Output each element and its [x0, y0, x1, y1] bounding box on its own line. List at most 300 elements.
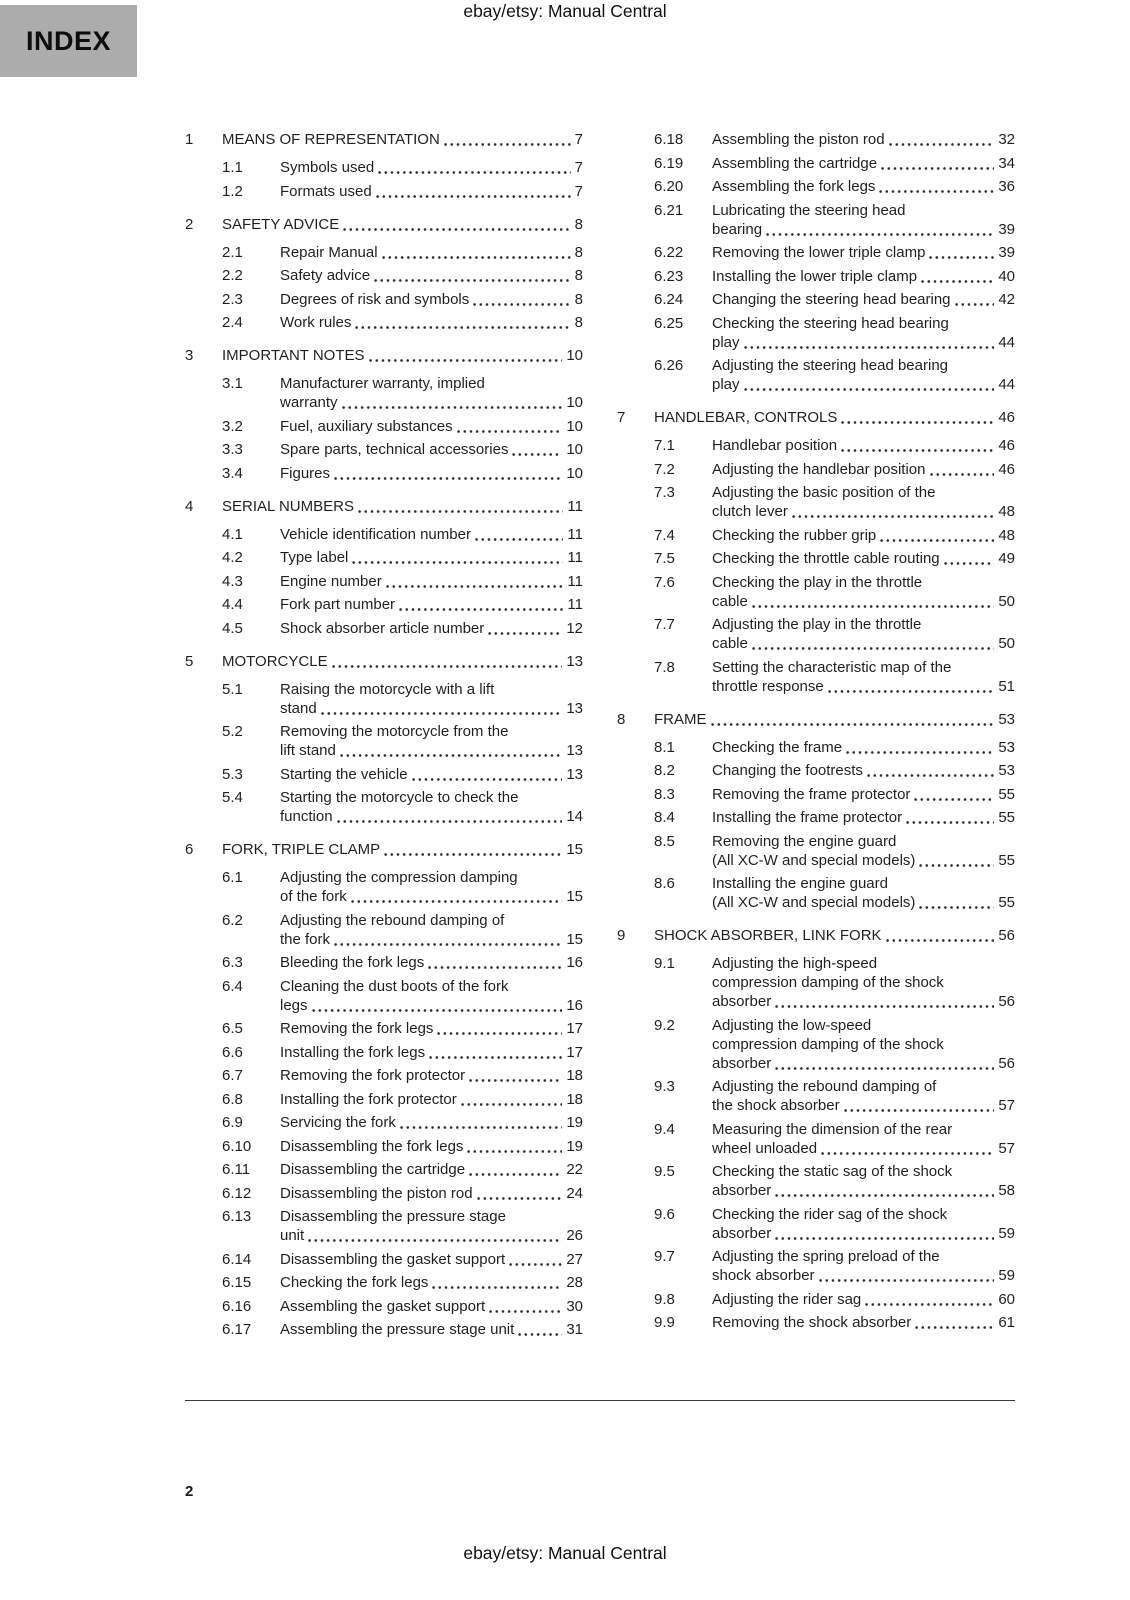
toc-item-title: Work rules — [280, 314, 352, 331]
toc-item-title: absorber — [712, 1224, 772, 1242]
dot-leader — [792, 515, 994, 518]
toc-item-page: 10 — [566, 394, 583, 411]
toc-item-title-block — [712, 1313, 1015, 1332]
toc-item-title-block — [280, 1137, 583, 1156]
toc-entry-row — [185, 158, 583, 177]
dot-leader — [428, 966, 562, 969]
toc-item-page: 10 — [566, 417, 583, 435]
toc-item-title-line: Manufacturer warranty, implied — [280, 375, 485, 392]
toc-item-number: 6.1 — [222, 869, 243, 886]
toc-item-title-line — [712, 290, 1015, 309]
toc-item-number: 6.26 — [654, 357, 684, 374]
toc-entry-row — [617, 1290, 1015, 1309]
toc-item-title-block — [654, 408, 1015, 427]
toc-item-title-block — [280, 525, 583, 544]
toc-item-title: stand — [280, 699, 317, 717]
toc-item-page: 30 — [566, 1297, 583, 1315]
toc-item-title: Spare parts, technical accessories — [280, 441, 509, 458]
toc-item-title-block — [712, 738, 1015, 757]
toc-item-title: cable — [712, 592, 748, 610]
toc-item-title-block — [280, 1043, 583, 1062]
toc-item-number: 1.2 — [222, 182, 243, 200]
toc-entry-row — [185, 1184, 583, 1203]
dot-leader — [879, 190, 994, 193]
toc-item-number: 6.23 — [654, 267, 684, 285]
toc-item-number: 2.2 — [222, 267, 243, 284]
toc-item-title-block — [222, 840, 583, 859]
toc-item-page: 17 — [566, 1043, 583, 1061]
dot-leader — [919, 864, 994, 867]
toc-item-title-line: Removing the engine guard — [712, 832, 897, 850]
toc-section-row — [617, 926, 1015, 945]
toc-item-title-line — [712, 526, 1015, 545]
toc-entry-row — [617, 314, 1015, 352]
toc-item-number: 1.1 — [222, 159, 243, 176]
toc-entry-row — [185, 1160, 583, 1179]
toc-item-title-line: Adjusting the basic position of the — [712, 484, 936, 501]
toc-item-number: 7.1 — [654, 437, 675, 454]
toc-item-title-line — [280, 1043, 583, 1062]
toc-item-title: Vehicle identification number — [280, 525, 471, 543]
toc-item-title: function — [280, 808, 333, 825]
toc-item-title: Fuel, auxiliary substances — [280, 417, 453, 435]
toc-item-title-block — [712, 356, 1015, 394]
dot-leader — [432, 1286, 562, 1289]
toc-item-number: 8.6 — [654, 875, 675, 892]
toc-item-title: Figures — [280, 464, 331, 482]
toc-item-title: HANDLEBAR, CONTROLS — [654, 409, 838, 426]
toc-item-page: 11 — [567, 549, 583, 566]
toc-item-number: 9.1 — [654, 955, 675, 972]
dot-leader — [881, 167, 994, 170]
toc-item-number: 6.4 — [222, 977, 243, 995]
toc-item-title-block — [280, 911, 583, 949]
toc-item-title-block — [280, 977, 583, 1015]
toc-item-title-block — [712, 832, 1015, 870]
toc-item-title-line — [280, 1066, 583, 1085]
toc-entry-row — [617, 154, 1015, 173]
toc-item-page: 11 — [567, 572, 583, 590]
toc-item-title-line: Adjusting the spring preload of the — [712, 1248, 940, 1265]
dot-leader — [352, 561, 563, 564]
toc-item-number: 9.6 — [654, 1205, 675, 1223]
toc-entry-row — [185, 374, 583, 412]
toc-item-title-block — [712, 549, 1015, 568]
toc-item-title: Installing the frame protector — [712, 809, 903, 826]
toc-item-page: 8 — [574, 314, 583, 331]
toc-entry-row — [617, 1120, 1015, 1158]
toc-item-title-block — [712, 130, 1015, 149]
toc-entry-row — [185, 1043, 583, 1062]
dot-leader — [355, 326, 570, 329]
toc-item-title: bearing — [712, 220, 763, 238]
dot-leader — [376, 195, 571, 198]
dot-leader — [444, 143, 571, 146]
toc-item-title-line: Cleaning the dust boots of the fork — [280, 977, 509, 995]
toc-item-page: 50 — [998, 592, 1015, 610]
dot-leader — [775, 1005, 994, 1008]
toc-item-page: 13 — [566, 765, 583, 783]
toc-item-title-line — [280, 1113, 583, 1132]
dot-leader — [955, 303, 995, 306]
toc-item-number: 8.4 — [654, 809, 675, 826]
toc-entry-row — [185, 1113, 583, 1132]
toc-entry-row — [185, 417, 583, 436]
toc-item-page: 46 — [998, 409, 1015, 426]
toc-item-title-line: compression damping of the shock — [712, 1035, 944, 1053]
toc-item-title-line — [280, 1297, 583, 1316]
toc-item-title-block — [280, 595, 583, 614]
toc-item-title-line — [280, 440, 583, 459]
toc-entry-row — [617, 1162, 1015, 1200]
toc-item-title-line — [654, 408, 1015, 427]
dot-leader — [337, 820, 563, 823]
toc-entry-row — [185, 953, 583, 972]
toc-entry-row — [185, 722, 583, 760]
toc-entry-row — [185, 619, 583, 638]
toc-item-page: 15 — [566, 888, 583, 905]
toc-item-title-block — [222, 497, 583, 516]
toc-item-title: of the fork — [280, 888, 347, 905]
toc-item-title-line: Disassembling the pressure stage — [280, 1208, 506, 1225]
toc-item-page: 56 — [998, 1054, 1015, 1072]
toc-item-number: 6.9 — [222, 1114, 243, 1131]
toc-item-title: SHOCK ABSORBER, LINK FORK — [654, 927, 882, 944]
dot-leader — [828, 690, 995, 693]
toc-item-number: 6.7 — [222, 1067, 243, 1084]
toc-item-page: 53 — [998, 762, 1015, 779]
toc-item-number: 2.3 — [222, 290, 243, 308]
index-label-badge — [0, 5, 137, 77]
dot-leader — [889, 143, 995, 146]
toc-item-title-block — [280, 440, 583, 459]
toc-item-number: 6.17 — [222, 1321, 252, 1338]
toc-item-title-line — [280, 393, 583, 412]
toc-entry-row — [185, 1137, 583, 1156]
toc-item-number: 4.2 — [222, 549, 243, 566]
toc-item-title-block — [712, 526, 1015, 545]
toc-item-title-line — [280, 243, 583, 262]
toc-entry-row — [185, 680, 583, 718]
toc-item-title-block — [712, 954, 1015, 1011]
toc-item-page: 19 — [566, 1137, 583, 1155]
toc-entry-row — [617, 549, 1015, 568]
dot-leader — [930, 473, 995, 476]
toc-entry-row — [617, 243, 1015, 262]
toc-item-title-line — [280, 266, 583, 285]
toc-item-title-block — [712, 154, 1015, 173]
toc-item-title-block — [712, 314, 1015, 352]
toc-item-number: 8.1 — [654, 738, 675, 756]
toc-item-page: 39 — [998, 244, 1015, 261]
toc-item-title: Disassembling the cartridge — [280, 1161, 466, 1178]
toc-item-title-line — [280, 572, 583, 591]
toc-entry-row — [185, 1090, 583, 1109]
toc-item-number: 6.13 — [222, 1208, 252, 1225]
toc-item-number: 6.5 — [222, 1020, 243, 1037]
toc-entry-row — [617, 808, 1015, 827]
toc-item-title: cable — [712, 635, 748, 652]
dot-leader — [841, 449, 994, 452]
toc-item-title-block — [712, 460, 1015, 479]
dot-leader — [775, 1194, 994, 1197]
toc-item-title-line — [280, 1250, 583, 1269]
dot-leader — [886, 939, 995, 942]
footer-title: ebay/etsy: Manual Central — [463, 1543, 667, 1563]
toc-item-page: 50 — [998, 635, 1015, 652]
toc-item-title-block — [712, 290, 1015, 309]
toc-item-title: Bleeding the fork legs — [280, 954, 425, 971]
dot-leader — [340, 754, 562, 757]
toc-item-title-line — [712, 333, 1015, 352]
toc-item-title-line — [280, 595, 583, 614]
toc-item-number: 8.2 — [654, 762, 675, 779]
toc-item-title: Shock absorber article number — [280, 619, 485, 637]
toc-item-title-line — [280, 1137, 583, 1156]
toc-item-page: 18 — [566, 1067, 583, 1084]
toc-item-number: 3.2 — [222, 417, 243, 435]
toc-entry-row — [617, 738, 1015, 757]
toc-item-number: 6.24 — [654, 291, 684, 308]
toc-item-title: Changing the steering head bearing — [712, 291, 951, 308]
toc-item-title-line: compression damping of the shock — [712, 974, 944, 991]
toc-item-title-line — [712, 220, 1015, 239]
dot-leader — [369, 359, 563, 362]
toc-entry-row — [617, 201, 1015, 239]
toc-item-title: Assembling the fork legs — [712, 178, 876, 195]
toc-entry-row — [185, 464, 583, 483]
toc-item-number: 7.5 — [654, 550, 675, 567]
toc-item-title-block — [712, 177, 1015, 196]
dot-leader — [477, 1197, 563, 1200]
dot-leader — [429, 1056, 562, 1059]
toc-item-number: 6.22 — [654, 244, 684, 261]
toc-item-title-line — [280, 313, 583, 332]
dot-leader — [929, 256, 994, 259]
dot-leader — [766, 233, 994, 236]
toc-item-title-block — [280, 1184, 583, 1203]
dot-leader — [400, 1126, 562, 1129]
toc-item-title-line — [280, 619, 583, 638]
toc-item-title: absorber — [712, 1182, 772, 1199]
toc-entry-row — [617, 177, 1015, 196]
toc-item-page: 60 — [998, 1290, 1015, 1308]
toc-item-page: 22 — [566, 1161, 583, 1178]
toc-item-number: 4.3 — [222, 572, 243, 590]
toc-item-number: 6.8 — [222, 1090, 243, 1108]
toc-item-page: 14 — [566, 808, 583, 825]
toc-item-page: 36 — [998, 178, 1015, 195]
index-label-text: INDEX — [26, 25, 112, 56]
toc-item-page: 7 — [574, 159, 583, 176]
toc-item-title-block — [280, 1160, 583, 1179]
toc-item-title: FRAME — [654, 710, 707, 728]
toc-section-row — [617, 710, 1015, 729]
toc-item-number: 2.4 — [222, 314, 243, 331]
page-number: 2 — [185, 1483, 194, 1500]
toc-item-title-line — [712, 893, 1015, 912]
dot-leader — [321, 712, 563, 715]
toc-item-title: Adjusting the rider sag — [712, 1290, 862, 1308]
toc-entry-row — [617, 1247, 1015, 1285]
toc-item-title-line: Setting the characteristic map of the — [712, 658, 952, 676]
toc-entry-row — [185, 911, 583, 949]
toc-item-title-line — [712, 1313, 1015, 1332]
toc-item-title-block — [654, 710, 1015, 729]
toc-entry-row — [617, 832, 1015, 870]
dot-leader — [880, 539, 994, 542]
toc-item-title-line — [280, 1160, 583, 1179]
toc-item-title-line — [712, 177, 1015, 196]
toc-item-title: throttle response — [712, 677, 824, 695]
toc-item-page: 42 — [998, 291, 1015, 308]
toc-item-title-line — [280, 1320, 583, 1339]
toc-item-title-block — [712, 1077, 1015, 1115]
toc-item-title-block — [712, 1016, 1015, 1073]
toc-entry-row — [617, 573, 1015, 611]
toc-item-title-line — [280, 765, 583, 784]
dot-leader — [919, 906, 994, 909]
toc-item-number: 9.8 — [654, 1290, 675, 1308]
toc-item-page: 56 — [998, 927, 1015, 944]
dot-leader — [457, 430, 563, 433]
toc-item-number: 6.14 — [222, 1250, 252, 1268]
toc-item-number: 6.25 — [654, 314, 684, 332]
toc-item-title-line: Removing the motorcycle from the — [280, 723, 509, 740]
dot-leader — [846, 751, 994, 754]
toc-item-page: 53 — [998, 710, 1015, 728]
toc-item-title-line — [280, 1019, 583, 1038]
toc-item-page: 26 — [566, 1227, 583, 1244]
toc-item-page: 51 — [998, 677, 1015, 695]
toc-item-page: 10 — [566, 441, 583, 458]
toc-item-title: absorber — [712, 993, 772, 1010]
toc-item-page: 55 — [998, 894, 1015, 911]
toc-item-number: 7 — [617, 409, 626, 426]
toc-item-title: Removing the frame protector — [712, 785, 911, 803]
toc-item-title-line — [280, 887, 583, 906]
toc-item-number: 6.12 — [222, 1184, 252, 1202]
toc-item-title: SAFETY ADVICE — [222, 215, 340, 233]
toc-item-title-block — [712, 874, 1015, 912]
toc-item-number: 8.3 — [654, 785, 675, 803]
toc-item-page: 48 — [998, 526, 1015, 544]
toc-item-page: 24 — [566, 1184, 583, 1202]
toc-entry-row — [617, 1205, 1015, 1243]
toc-item-title-block — [712, 243, 1015, 262]
dot-leader — [437, 1032, 562, 1035]
toc-entry-row — [617, 1016, 1015, 1073]
toc-item-number: 3.4 — [222, 464, 243, 482]
toc-item-title: warranty — [280, 394, 338, 411]
toc-item-page: 11 — [567, 525, 583, 543]
toc-item-title-line — [280, 464, 583, 483]
toc-item-title-block — [712, 573, 1015, 611]
toc-item-title-line — [712, 267, 1015, 286]
toc-item-title: Safety advice — [280, 267, 371, 284]
toc-entry-row — [617, 954, 1015, 1011]
dot-leader — [775, 1237, 994, 1240]
dot-leader — [744, 346, 995, 349]
dot-leader — [518, 1333, 562, 1336]
toc-item-title-line: Adjusting the steering head bearing — [712, 357, 949, 374]
toc-item-title-line: Raising the motorcycle with a lift — [280, 680, 495, 698]
toc-item-title-line — [222, 215, 583, 234]
toc-entry-row — [617, 658, 1015, 696]
toc-item-title-line — [222, 130, 583, 149]
toc-entry-row — [185, 1273, 583, 1292]
toc-item-title-block — [280, 788, 583, 826]
toc-entry-row — [617, 436, 1015, 455]
header-title: ebay/etsy: Manual Central — [463, 1, 667, 21]
toc-item-title: Removing the shock absorber — [712, 1314, 912, 1331]
toc-item-number: 9.5 — [654, 1163, 675, 1180]
toc-item-title: the fork — [280, 930, 331, 948]
toc-item-title-line: Adjusting the rebound damping of — [712, 1078, 937, 1095]
toc-item-title-line — [280, 953, 583, 972]
toc-item-title-line — [712, 436, 1015, 455]
toc-item-title-line — [712, 130, 1015, 149]
toc-item-page: 28 — [566, 1274, 583, 1291]
toc-item-title-block — [712, 615, 1015, 653]
toc-item-title-line — [712, 785, 1015, 804]
dot-leader — [343, 228, 570, 231]
toc-item-title-line — [712, 243, 1015, 262]
toc-item-page: 17 — [566, 1020, 583, 1037]
toc-item-title-line — [712, 592, 1015, 611]
toc-item-title-block — [280, 1090, 583, 1109]
toc-item-title-line — [712, 1139, 1015, 1158]
toc-item-page: 59 — [998, 1224, 1015, 1242]
toc-item-title: Degrees of risk and symbols — [280, 290, 470, 308]
toc-item-title: Disassembling the fork legs — [280, 1137, 464, 1155]
toc-item-number: 8.5 — [654, 832, 675, 850]
toc-item-title-block — [712, 1162, 1015, 1200]
toc-item-title-block — [712, 1120, 1015, 1158]
toc-item-title: (All XC-W and special models) — [712, 894, 916, 911]
toc-item-title-line — [712, 460, 1015, 479]
toc-item-title-block — [712, 201, 1015, 239]
toc-item-title-line: Lubricating the steering head — [712, 201, 906, 219]
toc-item-title-block — [280, 290, 583, 309]
toc-item-title-line — [712, 502, 1015, 521]
toc-item-page: 10 — [566, 464, 583, 482]
toc-item-title: Installing the fork legs — [280, 1043, 426, 1061]
toc-item-number: 2 — [185, 215, 194, 233]
toc-item-title-block — [222, 346, 583, 365]
toc-item-number: 6.19 — [654, 154, 684, 172]
toc-entry-row — [185, 525, 583, 544]
dot-leader — [921, 280, 994, 283]
toc-item-title: the shock absorber — [712, 1097, 840, 1114]
toc-item-number: 7.2 — [654, 460, 675, 478]
toc-item-number: 6.6 — [222, 1043, 243, 1061]
toc-item-title-block — [280, 313, 583, 332]
toc-entry-row — [185, 266, 583, 285]
dot-leader — [308, 1239, 562, 1242]
toc-item-title-line — [712, 634, 1015, 653]
toc-item-number: 1 — [185, 131, 194, 148]
toc-entry-row — [185, 1250, 583, 1269]
toc-item-title-line — [654, 926, 1015, 945]
toc-item-title-block — [712, 761, 1015, 780]
toc-item-title-line — [712, 549, 1015, 568]
toc-item-number: 9.4 — [654, 1120, 675, 1138]
toc-item-title-block — [280, 1207, 583, 1245]
toc-item-title: Checking the rubber grip — [712, 526, 877, 544]
toc-section-row — [185, 215, 583, 234]
toc-entry-row — [617, 874, 1015, 912]
